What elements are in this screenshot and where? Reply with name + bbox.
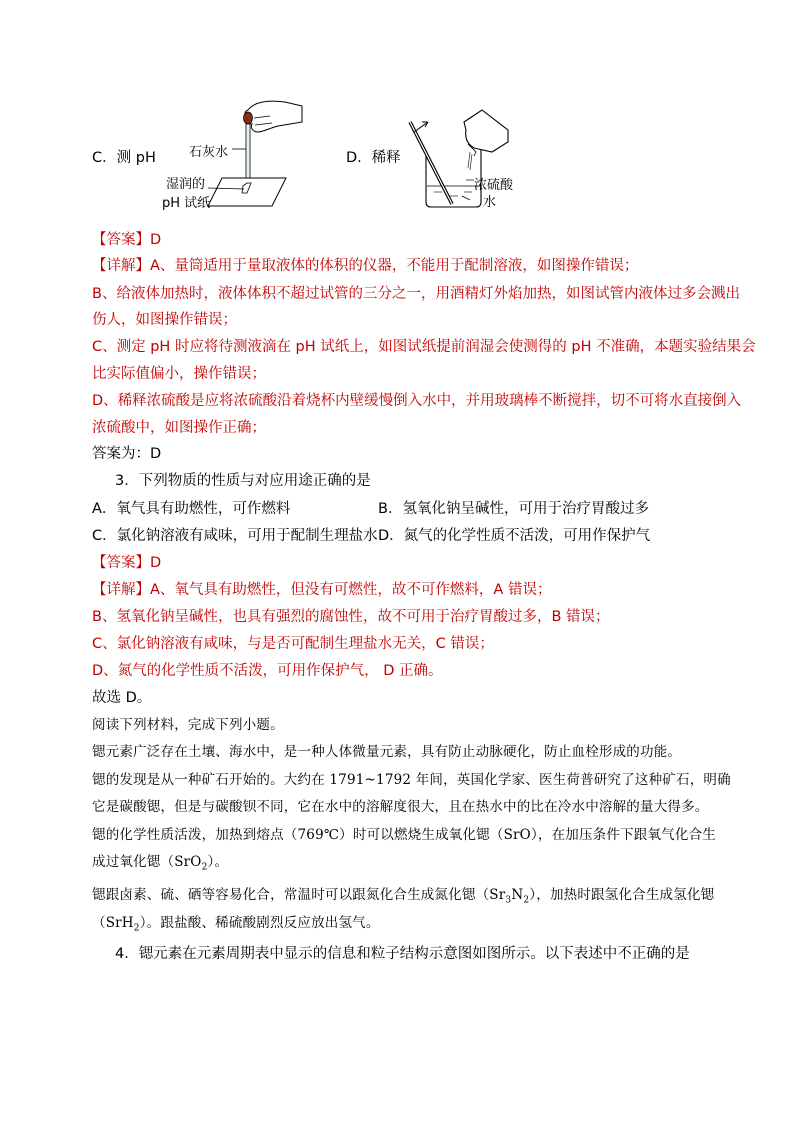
material-intro: 阅读下列材料，完成下列小题。	[92, 717, 284, 733]
q3-options-row-1	[92, 499, 692, 519]
wet-label-line1: 湿润的	[166, 177, 206, 192]
water-label: 水	[483, 195, 497, 210]
q3-option-d: D．氮气的化学性质不活泼，可用作保护气	[378, 528, 651, 544]
material-paragraph-3a: 锶的化学性质活泼，加热到熔点（769℃）时可以燃烧生成氧化锶（SrO），在加压条件下跟氧气化合生	[92, 827, 716, 843]
q3-option-b: B．氢氧化钠呈碱性，可用于治疗胃酸过多	[378, 501, 649, 517]
q3-stem: 3．下列物质的性质与对应用途正确的是	[115, 473, 371, 489]
q2-conclusion: 答案为：D	[92, 446, 162, 462]
dilution-illustration	[404, 108, 514, 212]
q3-detail-line: B、氢氧化钠呈碱性，也具有强烈的腐蚀性，故不可用于治疗胃酸过多，B 错误；	[92, 609, 610, 625]
q2-detail-line: 浓硫酸中，如图操作正确；	[92, 420, 266, 436]
q2-detail-line: C、测定 pH 时应将待测液滴在 pH 试纸上，如图试纸提前润湿会使测得的 pH 不准确，本题实验结果会	[92, 339, 756, 355]
material-paragraph-3b: 成过氧化锶（SrO$_2$）。	[92, 854, 229, 873]
q2-detail-line: D、稀释浓硫酸是应将浓硫酸沿着烧杯内壁缓慢倒入水中，并用玻璃棒不断搅拌，切不可将水直接倒入	[92, 393, 742, 409]
q3-option-a: A．氧气具有助燃性，可作燃料	[92, 501, 291, 517]
q2-detail-line: B、给液体加热时，液体体积不超过试管的三分之一，用酒精灯外焰加热，如图试管内液体过多会溅出	[92, 286, 740, 302]
q3-detail-line: D、氮气的化学性质不活泼，可用作保护气， D 正确。	[92, 663, 443, 679]
material-paragraph-1: 锶元素广泛存在土壤、海水中，是一种人体微量元素，具有防止动脉硬化，防止血栓形成的功能。	[92, 744, 682, 760]
q3-detail-line: C、氯化钠溶液有咸味，与是否可配制生理盐水无关，C 错误；	[92, 636, 494, 652]
material-paragraph-2b: 它是碳酸锶，但是与碳酸钡不同，它在水中的溶解度很大，且在热水中的比在冷水中溶解的量大得多。	[92, 799, 709, 815]
option-d-label: D．稀释	[346, 150, 401, 166]
q4-stem: 4．锶元素在元素周期表中显示的信息和粒子结构示意图如图所示。以下表述中不正确的是	[115, 946, 690, 962]
q2-answer: 【答案】D	[92, 232, 162, 248]
q3-conclusion: 故选 D。	[92, 690, 152, 706]
q2-detail-line: 【详解】A、量筒适用于量取液体的体积的仪器，不能用于配制溶液，如图操作错误；	[92, 258, 639, 274]
lime-water-label: 石灰水	[189, 145, 229, 160]
q3-detail-line: 【详解】A、氧气具有助燃性，但没有可燃性，故不可作燃料，A 错误；	[92, 582, 552, 598]
q3-option-c: C．氯化钠溶液有咸味，可用于配制生理盐水	[92, 528, 378, 544]
q3-options-row-2	[92, 526, 692, 546]
material-paragraph-4b: （SrH$_2$）。跟盐酸、稀硫酸剧烈反应放出氢气。	[92, 915, 380, 934]
q2-detail-line: 比实际值偏小，操作错误；	[92, 366, 266, 382]
material-paragraph-2a: 锶的发现是从一种矿石开始的。大约在 1791~1792 年间，英国化学家、医生荷普研究了这种矿石，明确	[92, 772, 731, 788]
option-c-label: C．测 pH	[92, 150, 156, 166]
conc-acid-label: 浓硫酸	[474, 178, 514, 193]
wet-label-line2: pH 试纸	[162, 196, 211, 211]
material-paragraph-4a: 锶跟卤素、硫、硒等容易化合，常温时可以跟氮化合生成氮化锶$(Sr_3N_2)$，加热时跟氢化合生成氢化锶	[92, 887, 715, 906]
q3-answer: 【答案】D	[92, 555, 162, 571]
q2-detail-line: 伤人，如图操作错误；	[92, 312, 237, 328]
